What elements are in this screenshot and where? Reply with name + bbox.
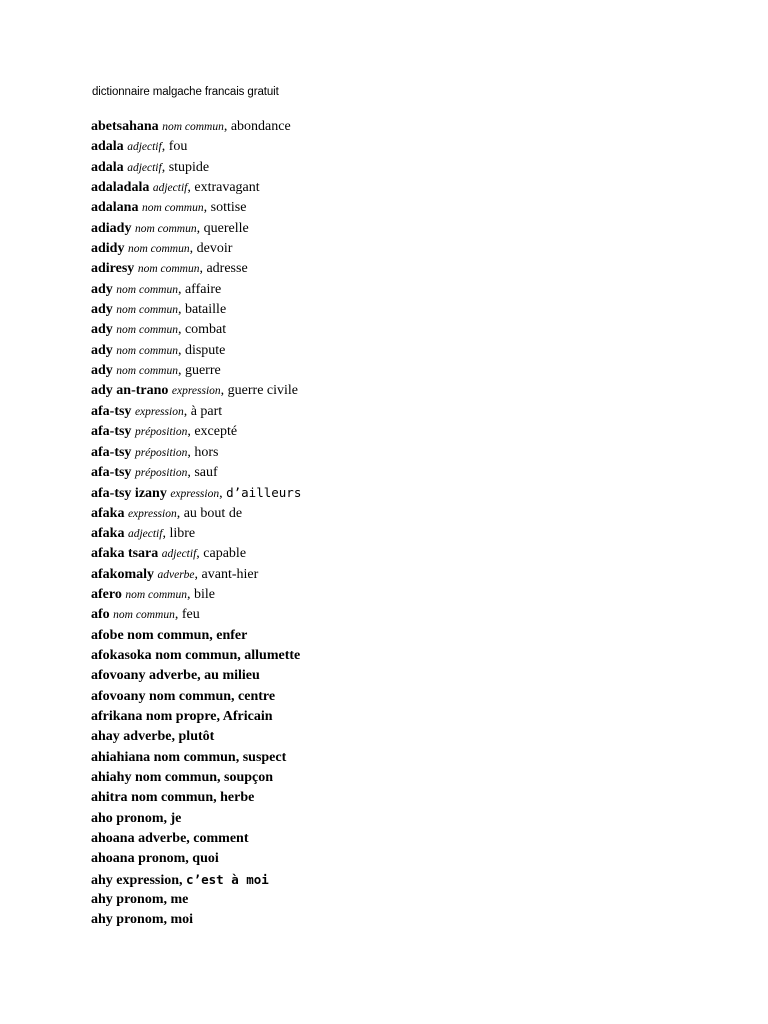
entry-translation: feu — [181, 607, 200, 623]
dictionary-entry — [91, 381, 301, 401]
dictionary-entry — [91, 158, 301, 178]
entry-separator: , — [176, 505, 184, 521]
entry-word: ady — [91, 342, 113, 358]
entry-separator: , — [163, 892, 171, 908]
dictionary-entry — [91, 463, 301, 483]
dictionary-entry — [91, 361, 301, 381]
entry-part-of-speech: pronom — [116, 892, 164, 908]
entry-translation: devoir — [196, 241, 233, 257]
dictionary-entry — [91, 320, 301, 340]
entry-part-of-speech: adverbe — [123, 729, 172, 745]
entry-word: adala — [91, 139, 124, 155]
entry-translation: au milieu — [204, 668, 260, 684]
entry-word: ahay — [91, 729, 120, 745]
entry-word: adidy — [91, 241, 125, 257]
dictionary-entry — [91, 849, 301, 869]
entry-translation: querelle — [203, 220, 249, 236]
entry-part-of-speech: nom commun — [153, 749, 236, 765]
entry-translation: soupçon — [224, 770, 274, 785]
entry-word: afokasoka — [91, 647, 152, 663]
entry-part-of-speech: nom commun — [162, 121, 224, 133]
entry-translation: libre — [169, 525, 196, 541]
entry-separator: , — [235, 749, 243, 765]
entry-part-of-speech: nom commun — [116, 344, 178, 357]
entry-part-of-speech: adverbe — [148, 668, 198, 684]
entry-translation: quoi — [192, 851, 219, 867]
entry-translation: d’ailleurs — [226, 485, 302, 501]
dictionary-entry — [91, 259, 301, 279]
entry-separator: , — [186, 831, 194, 847]
entry-word: adiady — [91, 220, 132, 236]
entry-part-of-speech: nom commun — [131, 790, 214, 806]
entry-part-of-speech: nom commun — [116, 365, 178, 378]
entry-part-of-speech: adjectif — [127, 527, 163, 540]
entry-translation: bataille — [184, 302, 227, 318]
entry-word: afovoany — [91, 668, 146, 684]
entry-part-of-speech: nom commun — [127, 627, 210, 643]
dictionary-entry — [91, 422, 301, 442]
entry-part-of-speech: expression — [171, 385, 221, 398]
entry-separator: , — [177, 302, 185, 318]
entry-part-of-speech: pronom — [138, 851, 186, 867]
entry-separator: , — [217, 770, 225, 785]
entry-word: aho — [91, 810, 113, 826]
entry-separator: , — [161, 159, 169, 175]
entry-separator: , — [197, 668, 205, 684]
dictionary-entry — [91, 687, 301, 707]
dictionary-entry — [91, 870, 301, 890]
entry-word: ady an-trano — [91, 383, 169, 399]
entry-word: afovoany — [91, 688, 146, 704]
dictionary-entry — [91, 666, 301, 686]
dictionary-entry — [91, 341, 301, 361]
entry-separator: , — [237, 647, 245, 663]
dictionary-entry — [91, 788, 301, 808]
dictionary-entry — [91, 524, 301, 544]
entry-separator: , — [187, 444, 195, 460]
entry-separator: , — [189, 241, 197, 257]
dictionary-entry — [91, 809, 301, 829]
dictionary-entry — [91, 748, 301, 768]
entry-part-of-speech: expression — [170, 488, 220, 501]
entry-translation: herbe — [220, 790, 255, 806]
dictionary-entry — [91, 280, 301, 300]
entry-translation: moi — [170, 912, 194, 928]
entry-translation: Africain — [222, 708, 273, 724]
entry-part-of-speech: préposition — [134, 446, 188, 459]
entry-translation: abondance — [230, 119, 291, 134]
entry-translation: avant-hier — [201, 566, 259, 582]
entry-separator: , — [162, 525, 170, 541]
entry-translation: allumette — [244, 647, 301, 663]
entry-part-of-speech: adjectif — [161, 548, 197, 561]
entry-translation: suspect — [242, 749, 287, 765]
entry-translation: hors — [194, 444, 219, 460]
entry-part-of-speech: adjectif — [127, 141, 162, 154]
entry-separator: , — [163, 912, 171, 928]
entry-separator: , — [187, 464, 195, 480]
entry-word: afero — [91, 586, 122, 602]
entry-translation: combat — [184, 322, 227, 338]
entry-translation: dispute — [184, 342, 226, 358]
entry-part-of-speech: nom propre — [145, 708, 217, 724]
dictionary-entry — [91, 768, 301, 788]
entry-word: adiresy — [91, 261, 135, 277]
entry-word: afa-tsy — [91, 464, 132, 480]
entry-translation: sottise — [210, 200, 247, 216]
entry-translation: enfer — [216, 627, 248, 643]
entry-word: afa-tsy izany — [91, 486, 167, 502]
entry-word: afrikana — [91, 708, 143, 724]
entry-word: ady — [91, 302, 113, 318]
entry-word: adalana — [91, 200, 139, 216]
entry-translation: guerre — [184, 363, 221, 379]
entry-part-of-speech: préposition — [134, 466, 188, 479]
entry-part-of-speech: adjectif — [152, 182, 188, 195]
dictionary-entry — [91, 605, 301, 625]
entry-translation: capable — [203, 546, 247, 562]
dictionary-entry — [91, 443, 301, 463]
entry-translation: plutôt — [178, 729, 215, 745]
entry-separator: , — [161, 139, 169, 155]
entry-translation: comment — [193, 831, 249, 847]
entry-word: ahoana — [91, 831, 135, 847]
dictionary-entry — [91, 300, 301, 320]
dictionary-entry — [91, 626, 301, 646]
dictionary-entry — [91, 239, 301, 259]
dictionary-entry — [91, 504, 301, 524]
entry-part-of-speech: adjectif — [127, 161, 162, 174]
entry-separator: , — [209, 627, 217, 643]
entry-translation: bile — [194, 586, 215, 602]
entry-part-of-speech: nom commun — [134, 770, 218, 785]
entry-separator: , — [220, 383, 228, 399]
entry-part-of-speech: nom commun — [155, 647, 238, 663]
entry-separator: , — [199, 261, 207, 277]
dictionary-entry — [91, 544, 301, 564]
entry-separator: , — [177, 281, 185, 297]
entry-separator: , — [219, 486, 227, 502]
entry-part-of-speech: pronom — [116, 810, 164, 826]
dictionary-entry — [91, 646, 301, 666]
entry-part-of-speech: nom commun — [116, 283, 178, 296]
entry-translation: au bout de — [183, 505, 243, 521]
entry-part-of-speech: pronom — [116, 912, 164, 928]
dictionary-entry — [91, 402, 301, 422]
entry-separator: , — [177, 363, 185, 379]
entry-separator: , — [223, 119, 231, 134]
entry-word: abetsahana — [91, 119, 159, 134]
page-title: dictionnaire malgache francais gratuit — [92, 86, 279, 98]
dictionary-entry — [91, 198, 301, 218]
entry-translation: fou — [168, 139, 188, 155]
dictionary-entry — [91, 890, 301, 910]
entry-separator: , — [187, 180, 195, 196]
entry-part-of-speech: expression — [127, 507, 177, 520]
entry-separator: , — [171, 729, 179, 745]
entry-word: ady — [91, 363, 113, 379]
entry-translation: affaire — [184, 281, 222, 297]
entry-translation: c’est à moi — [186, 871, 269, 887]
entry-word: ady — [91, 281, 113, 297]
dictionary-entry — [91, 117, 301, 137]
entry-separator: , — [196, 546, 204, 562]
entry-word: afa-tsy — [91, 444, 132, 460]
entry-word: ahiahiana — [91, 749, 151, 765]
dictionary-entry — [91, 178, 301, 198]
entry-separator: , — [187, 424, 195, 440]
entry-word: adala — [91, 159, 124, 175]
entry-part-of-speech: adverbe — [138, 831, 187, 847]
entry-word: afaka tsara — [91, 546, 159, 562]
entry-word: ahitra — [91, 790, 128, 806]
dictionary-entry — [91, 483, 301, 503]
entry-separator: , — [163, 810, 171, 826]
entry-word: ady — [91, 322, 113, 338]
entry-translation: stupide — [168, 159, 210, 175]
entry-part-of-speech: adverbe — [157, 568, 195, 581]
entry-translation: excepté — [194, 424, 238, 440]
entry-part-of-speech: nom commun — [116, 304, 178, 317]
entry-word: afo — [91, 607, 110, 623]
entry-word: afa-tsy — [91, 403, 132, 419]
entry-word: ahiahy — [91, 770, 132, 785]
entry-part-of-speech: nom commun — [137, 263, 200, 276]
entry-part-of-speech: préposition — [134, 426, 188, 439]
entry-list — [91, 117, 301, 931]
entry-part-of-speech: nom commun — [125, 588, 187, 601]
entry-separator: , — [177, 322, 185, 338]
entry-part-of-speech: nom commun — [127, 243, 190, 256]
dictionary-entry — [91, 137, 301, 157]
entry-part-of-speech: expression — [116, 872, 180, 888]
entry-separator: , — [216, 708, 223, 724]
entry-separator: , — [183, 403, 191, 419]
entry-separator: , — [203, 200, 211, 216]
entry-separator: , — [187, 586, 194, 602]
dictionary-entry — [91, 910, 301, 930]
entry-separator: , — [194, 566, 202, 582]
entry-separator: , — [177, 342, 185, 358]
entry-separator: , — [179, 872, 187, 888]
entry-translation: me — [170, 892, 189, 908]
entry-word: ahy — [91, 892, 113, 908]
entry-translation: sauf — [194, 464, 218, 480]
entry-word: afakomaly — [91, 566, 154, 582]
entry-translation: je — [170, 810, 182, 826]
dictionary-entry — [91, 829, 301, 849]
entry-separator: , — [196, 220, 204, 236]
entry-word: ahy — [91, 912, 113, 928]
entry-separator: , — [231, 688, 239, 704]
entry-translation: extravagant — [194, 180, 260, 196]
entry-separator: , — [185, 851, 193, 867]
entry-part-of-speech: nom commun — [148, 688, 232, 704]
entry-word: ahy — [91, 872, 113, 888]
entry-part-of-speech: expression — [134, 405, 184, 418]
dictionary-entry — [91, 219, 301, 239]
dictionary-entry — [91, 585, 301, 605]
entry-word: adaladala — [91, 180, 150, 196]
entry-word: afaka — [91, 505, 125, 521]
dictionary-entry — [91, 565, 301, 585]
entry-part-of-speech: nom commun — [134, 222, 197, 235]
entry-word: afa-tsy — [91, 424, 132, 440]
entry-part-of-speech: nom commun — [141, 202, 204, 215]
entry-word: afaka — [91, 525, 125, 541]
entry-word: ahoana — [91, 851, 135, 867]
entry-part-of-speech: nom commun — [113, 609, 175, 622]
entry-translation: centre — [238, 688, 276, 704]
entry-translation: guerre civile — [227, 383, 299, 399]
entry-word: afobe — [91, 627, 124, 643]
entry-translation: adresse — [206, 261, 248, 277]
dictionary-entry — [91, 707, 301, 727]
entry-part-of-speech: nom commun — [116, 324, 178, 337]
entry-translation: à part — [190, 403, 223, 419]
entry-separator: , — [213, 790, 221, 806]
entry-separator: , — [174, 607, 182, 623]
dictionary-entry — [91, 727, 301, 747]
